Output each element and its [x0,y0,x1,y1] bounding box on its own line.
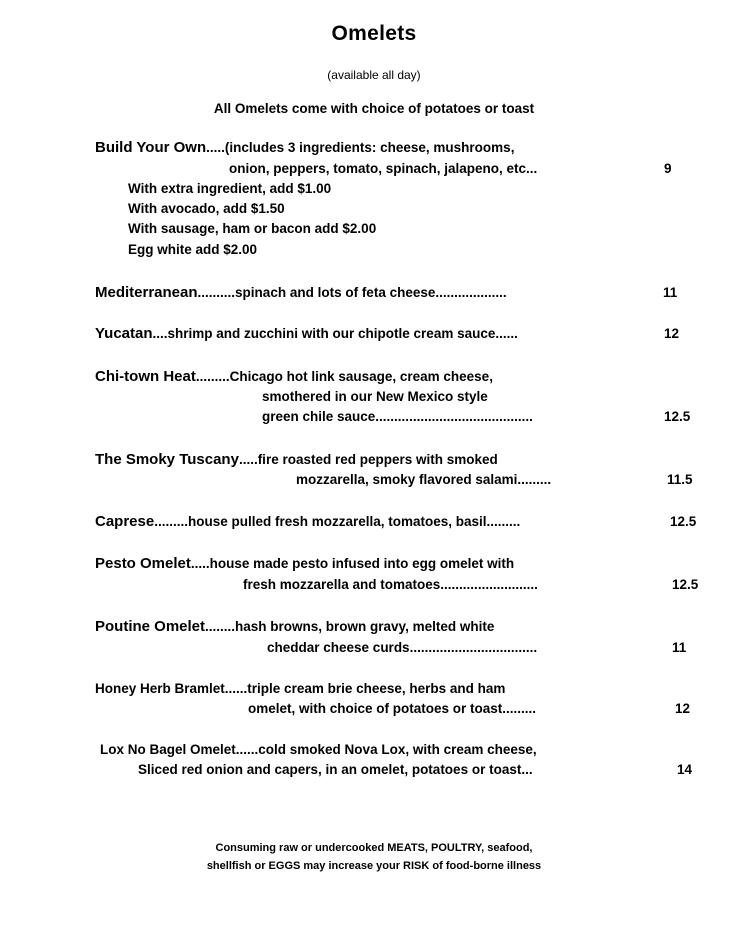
menu-item-poutine-omelet [95,618,494,636]
menu-item-lox-no-bagel-omelet [100,741,537,759]
item-description-line: cheddar cheese curds.................................. [267,640,538,655]
food-safety-disclaimer-line2: shellfish or EGGS may increase your RISK of food-borne illness [206,860,542,872]
item-name: Mediterranean [95,284,198,301]
item-description: ..........spinach and lots of feta cheese................... [197,285,507,300]
item-name: Lox No Bagel Omelet [100,742,236,757]
menu-item-smoky-tuscany [95,451,498,469]
item-price: 12 [675,701,691,716]
item-price: 9 [664,161,672,176]
addon-line: With sausage, ham or bacon add $2.00 [128,221,377,236]
item-price: 12.5 [664,409,691,424]
menu-item-yucatan [95,325,518,343]
addon-line: With extra ingredient, add $1.00 [128,181,332,196]
item-name: Build Your Own [95,139,207,156]
item-description-line: omelet, with choice of potatoes or toast......... [248,701,537,716]
item-price: 12 [664,326,680,341]
item-name: The Smoky Tuscany [95,451,239,468]
menu-item-caprese [95,513,520,531]
menu-item-chi-town-heat [95,368,493,386]
food-safety-disclaimer-line1: Consuming raw or undercooked MEATS, POULTRY, seafood, [215,842,533,854]
menu-item-mediterranean [95,284,507,302]
addon-line: With avocado, add $1.50 [128,201,285,216]
item-price: 11 [672,640,687,655]
item-description-line: onion, peppers, tomato, spinach, jalapeno, etc... [229,161,538,176]
item-description-line: green chile sauce.......................................... [262,409,533,424]
omelet-side-note: All Omelets come with choice of potatoes or toast [213,101,535,116]
item-price: 11 [663,285,678,300]
menu-item-build-your-own [95,139,514,157]
item-price: 11.5 [667,472,693,487]
item-description: ......cold smoked Nova Lox, with cream cheese, [235,742,537,757]
item-description: ........hash browns, brown gravy, melted white [205,619,495,634]
item-name: Caprese [95,513,155,530]
item-description: ......triple cream brie cheese, herbs and ham [224,681,506,696]
item-description: ....shrimp and zucchini with our chipotle cream sauce...... [152,326,518,341]
item-description: .....(includes 3 ingredients: cheese, mushrooms, [206,140,515,155]
item-description-line: fresh mozzarella and tomatoes.......................... [243,577,538,592]
item-name: Chi-town Heat [95,368,196,385]
item-name: Pesto Omelet [95,555,191,572]
item-description: .........Chicago hot link sausage, cream cheese, [195,369,493,384]
item-description-line: Sliced red onion and capers, in an omelet, potatoes or toast... [138,762,533,777]
item-description: .........house pulled fresh mozzarella, tomatoes, basil......... [154,514,521,529]
page-title: Omelets [331,22,417,45]
addon-line: Egg white add $2.00 [128,242,258,257]
item-description-line: mozzarella, smoky flavored salami......... [296,472,552,487]
menu-item-honey-herb-bramlet [95,680,505,698]
item-name: Honey Herb Bramlet [95,681,225,696]
item-price: 14 [677,762,693,777]
item-description-line: smothered in our New Mexico style [262,389,488,404]
item-price: 12.5 [672,577,699,592]
item-price: 12.5 [670,514,697,529]
item-name: Yucatan [95,325,153,342]
item-description: .....fire roasted red peppers with smoked [238,452,498,467]
availability-note: (available all day) [327,68,421,82]
menu-item-pesto-omelet [95,555,514,573]
item-name: Poutine Omelet [95,618,206,635]
item-description: .....house made pesto infused into egg omelet with [190,556,515,571]
